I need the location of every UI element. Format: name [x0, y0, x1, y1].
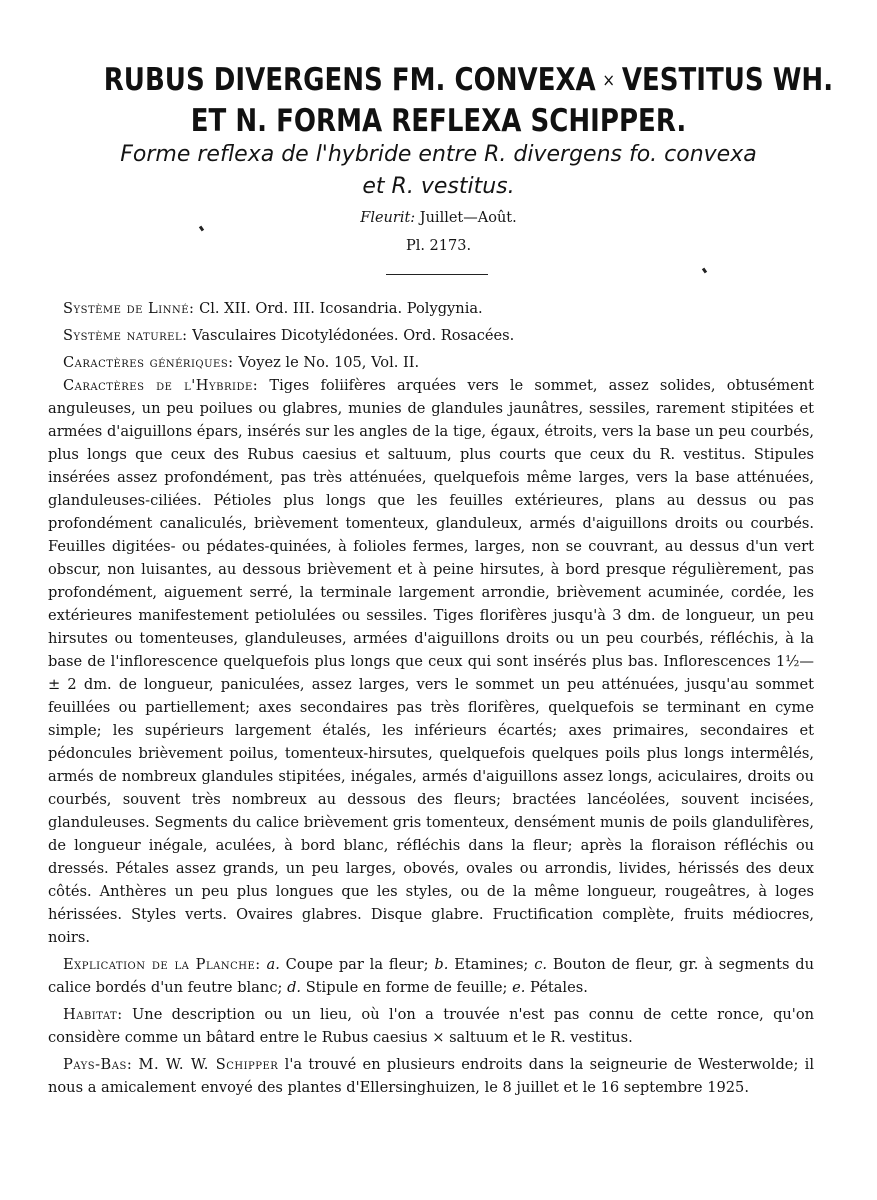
section-generiques: [48, 351, 814, 374]
section-text: l'a trouvé en plusieurs endroits dans la seigneurie de Westerwolde; il nous a amicalement envoyé des plantes d'Ellersinghuizen, le 8 juillet et le 16 septembre 1925.: [48, 1056, 815, 1096]
legend-text-a: Coupe par la fleur;: [285, 956, 429, 973]
legend-text-b: Etamines;: [454, 956, 529, 973]
print-speck: [702, 268, 707, 274]
section-text: Vasculaires Dicotylédonées. Ord. Rosacées.: [192, 327, 515, 344]
section-pays-bas: [48, 1053, 814, 1099]
section-text: Cl. XII. Ord. III. Icosandria. Polygynia.: [199, 300, 483, 317]
section-explication: [48, 953, 814, 999]
section-label: Caractères génériques:: [63, 354, 234, 371]
legend-letter-a: a.: [266, 956, 280, 973]
title-line-1: [103, 60, 834, 101]
title-part-a: RUBUS DIVERGENS FM. CONVEXA: [103, 62, 596, 98]
plate-number: Pl. 2173.: [405, 238, 472, 254]
description-body: [48, 297, 814, 1099]
legend-text-c: Bouton de fleur, gr. à segments du calice bordés d'un feutre blanc;: [48, 956, 815, 996]
flowering-period: [0, 207, 877, 229]
title-line-2: ET N. FORMA REFLEXA SCHIPPER.: [190, 103, 687, 139]
section-text: Tiges foliifères arquées vers le sommet, assez solides, obtusément anguleuses, un peu poilues ou glabres, munies de glandules jaunâtres, sessiles, rarement stipitées et armées d'aiguillons épars, insérés sur les angles de la tige, égaux, étroits, vers la base un peu courbés, plus longs que ceux des Rubus caesius et saltuum, plus courts que ceux du R. vestitus. Stipules insérées assez profondément, pas très atténuées, quelquefois même larges, vers la base atténuées, glanduleuses-ciliées. Pétioles plus longs que les feuilles extérieures, plans au dessus ou pas profondément canaliculés, brièvement tomenteux, glanduleux, armés d'aiguillons droits ou courbés. Feuilles digitées- ou pédates-quinées, à folioles fermes, larges, non se couvrant, au dessus d'un vert obscur, non luisantes, au dessous brièvement et à peine hirsutes, à bord presque régulièrement, pas profondément, aiguement serré, la terminale largement arrondie, brièvement acuminée, cordée, les extérieures manifestement petiolulées ou sessiles. Tiges florifères jusqu'à 3 dm. de longueur, un peu hirsutes ou tomenteuses, glanduleuses, armées d'aiguillons droits ou un peu courbés, réfléchis, à la base de l'inflorescence quelquefois plus longs que ceux qui sont insérés plus bas. Inflorescences 1½—± 2 dm. de longueur, paniculées, assez larges, vers le sommet un peu atténuées, jusqu'au sommet feuillées ou partiellement; axes secondaires pas très florifères, quelquefois se terminant en cyme simple; les supérieurs largement étalés, les inférieurs écartés; axes primaires, secondaires et pédoncules brièvement poilus, tomenteux-hirsutes, quelquefois quelques poils plus longs intermêlés, armés de nombreux glandules stipitées, inégales, armés d'aiguillons assez longs, aciculaires, droits ou courbés, souvent très nombreux au dessous des fleurs; bractées lancéolées, souvent incisées, glanduleuses. Segments du calice brièvement gris tomenteux, densément munis de poils glandulifères, de longueur inégale, aculées, à bord blanc, réfléchis dans la fleur; après la floraison réfléchis ou dressés. Pétales assez grands, un peu larges, obovés, ovales ou arrondis, livides, hérissés des deux côtés. Anthères un peu plus longues que les styles, ou de la même longueur, rougeâtres, à loges hérissées. Styles verts. Ovaires glabres. Disque glabre. Fructification complète, fruits médiocres, noirs.: [48, 377, 815, 946]
legend-letter-c: c.: [534, 956, 547, 973]
section-text: Une description ou un lieu, où l'on a trouvée n'est pas connu de cette ronce, qu'on considère comme un bâtard entre le Rubus caesius × saltuum et le R. vestitus.: [48, 1006, 815, 1046]
legend-letter-e: e.: [512, 979, 526, 996]
title-part-b: VESTITUS WH.: [621, 62, 834, 98]
legend-text-e: Pétales.: [530, 979, 588, 996]
section-naturel: [48, 324, 814, 347]
flowering-label: Fleurit:: [360, 210, 416, 226]
section-hybride: [48, 374, 814, 949]
subtitle-line-1: Forme reflexa de l'hybride entre R. divergens fo. convexa: [120, 142, 757, 167]
subtitle-line-2: et R. vestitus.: [362, 174, 515, 199]
divider-rule: [386, 274, 488, 275]
legend-text-d: Stipule en forme de feuille;: [305, 979, 508, 996]
section-label: Caractères de l'Hybride:: [63, 377, 259, 394]
collector-name: M. W. W. Schipper: [138, 1056, 279, 1073]
section-label: Habitat:: [63, 1006, 123, 1023]
section-label: Système naturel:: [63, 327, 188, 344]
section-label: Pays-Bas:: [63, 1056, 133, 1073]
legend-letter-b: b.: [434, 956, 449, 973]
section-habitat: [48, 1003, 814, 1049]
section-label: Explication de la Planche:: [63, 956, 261, 973]
section-text: Voyez le No. 105, Vol. II.: [238, 354, 420, 371]
legend-letter-d: d.: [287, 979, 302, 996]
section-label: Système de Linné:: [63, 300, 195, 317]
flowering-value: Juillet—Août.: [419, 210, 517, 226]
hybrid-cross-symbol: ×: [602, 70, 616, 91]
section-linne: [48, 297, 814, 320]
